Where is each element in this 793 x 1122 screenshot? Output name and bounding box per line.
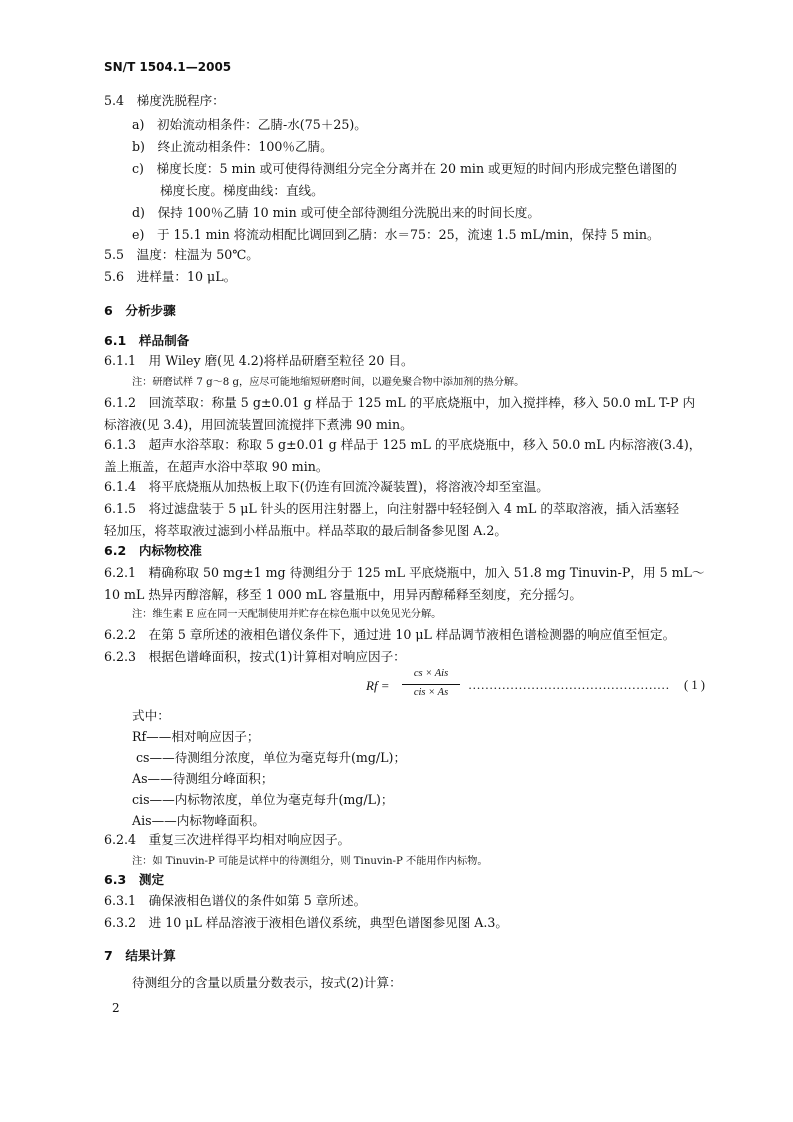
clause-5-6: 5.6 进样量：10 μL。 <box>104 269 237 284</box>
clause-6-2-1-line1: 6.2.1 精确称取 50 mg±1 mg 待测组分于 125 mL 平底烧瓶中，加入 51.8 mg Tinuvin-P，用 5 mL～ <box>104 565 705 580</box>
clause-6-3-1: 6.3.1 确保液相色谱仪的条件如第 5 章所述。 <box>104 893 367 908</box>
clause-6-2-2: 6.2.2 在第 5 章所述的液相色谱仪条件下，通过进 10 μL 样品调节液相色谱检测器的响应值至恒定。 <box>104 627 676 642</box>
clause-6-2-3: 6.2.3 根据色谱峰面积，按式(1)计算相对响应因子： <box>104 649 406 664</box>
clause-5-4-a: a) 初始流动相条件：乙腈-水(75＋25)。 <box>132 117 367 132</box>
note-6-2-1: 注：维生素 E 应在同一天配制使用并贮存在棕色瓶中以免见光分解。 <box>132 609 442 620</box>
clause-6-1-5-line1: 6.1.5 将过滤盘装于 5 μL 针头的医用注射器上，向注射器中轻轻倒入 4 mL 的萃取溶液，插入活塞轻 <box>104 501 679 516</box>
formula-lhs: Rf = <box>366 678 390 693</box>
note-6-2-4: 注：如 Tinuvin-P 可能是试样中的待测组分，则 Tinuvin-P 不能用作内标物。 <box>132 856 488 867</box>
section-6-1-heading: 6.1 样品制备 <box>104 333 190 348</box>
definition-ais: Ais——内标物峰面积。 <box>132 813 265 828</box>
clause-6-2-1-line2: 10 mL 热异丙醇溶解，移至 1 000 mL 容量瓶中，用异丙醇稀释至刻度，充分摇匀。 <box>104 587 582 602</box>
clause-6-1-5-line2: 轻加压，将萃取液过滤到小样品瓶中。样品萃取的最后制备参见图 A.2。 <box>104 523 507 538</box>
clause-6-2-4: 6.2.4 重复三次进样得平均相对响应因子。 <box>104 832 351 847</box>
fraction-bar <box>402 684 460 685</box>
formula-dot-leader: ………………………………………… <box>468 678 670 692</box>
page-number: 2 <box>112 1001 120 1015</box>
clause-5-5: 5.5 温度：柱温为 50℃。 <box>104 247 259 262</box>
definition-cs: cs——待测组分浓度，单位为毫克每升(mg/L)； <box>136 750 407 765</box>
clause-6-1-2-line2: 标溶液(见 3.4)，用回流装置回流搅拌下煮沸 90 min。 <box>104 417 413 432</box>
definition-rf: Rf——相对响应因子； <box>132 729 260 744</box>
clause-6-3-2: 6.3.2 进 10 μL 样品溶液于液相色谱仪系统，典型色谱图参见图 A.3。 <box>104 915 508 930</box>
clause-6-1-3-line2: 盖上瓶盖，在超声水浴中萃取 90 min。 <box>104 459 329 474</box>
clause-5-4-b: b) 终止流动相条件：100％乙腈。 <box>132 139 333 154</box>
definition-as: As——待测组分峰面积； <box>132 771 274 786</box>
clause-5-4-d: d) 保持 100％乙腈 10 min 或可使全部待测组分洗脱出来的时间长度。 <box>132 205 540 220</box>
clause-6-1-1: 6.1.1 用 Wiley 磨(见 4.2)将样品研磨至粒径 20 目。 <box>104 353 414 368</box>
section-7-intro: 待测组分的含量以质量分数表示，按式(2)计算： <box>132 975 402 990</box>
clause-6-1-2-line1: 6.1.2 回流萃取：称量 5 g±0.01 g 样品于 125 mL 的平底烧瓶中，加入搅拌棒，移入 50.0 mL T-P 内 <box>104 395 696 410</box>
section-6-heading: 6 分析步骤 <box>104 303 176 318</box>
clause-5-4: 5.4 梯度洗脱程序： <box>104 93 225 108</box>
formula-number: ( 1 ) <box>684 678 705 692</box>
clause-6-1-3-line1: 6.1.3 超声水浴萃取：称取 5 g±0.01 g 样品于 125 mL 的平底烧瓶中，移入 50.0 mL 内标溶液(3.4)， <box>104 437 702 452</box>
formula-denominator: cis × As <box>413 687 449 698</box>
clause-5-4-c-line1: c) 梯度长度：5 min 或可使得待测组分完全分离并在 20 min 或更短的时间内形成完整色谱图的 <box>132 161 677 176</box>
formula-numerator: cs × Ais <box>413 668 449 679</box>
where-label: 式中： <box>132 708 170 723</box>
clause-5-4-e: e) 于 15.1 min 将流动相配比调回到乙腈：水＝75：25，流速 1.5 mL/min，保持 5 min。 <box>132 227 660 242</box>
clause-5-4-c-line2: 梯度长度。梯度曲线：直线。 <box>160 183 324 198</box>
note-6-1-1: 注：研磨试样 7 g～8 g，应尽可能地缩短研磨时间，以避免聚合物中添加剂的热分解。 <box>132 377 525 388</box>
section-6-3-heading: 6.3 测定 <box>104 872 165 887</box>
definition-cis: cis——内标物浓度，单位为毫克每升(mg/L)； <box>132 792 394 807</box>
section-6-2-heading: 6.2 内标物校准 <box>104 543 202 558</box>
section-7-heading: 7 结果计算 <box>104 948 176 963</box>
standard-number-header: SN/T 1504.1—2005 <box>104 60 232 74</box>
clause-6-1-4: 6.1.4 将平底烧瓶从加热板上取下(仍连有回流冷凝装置)，将溶液冷却至室温。 <box>104 479 549 494</box>
